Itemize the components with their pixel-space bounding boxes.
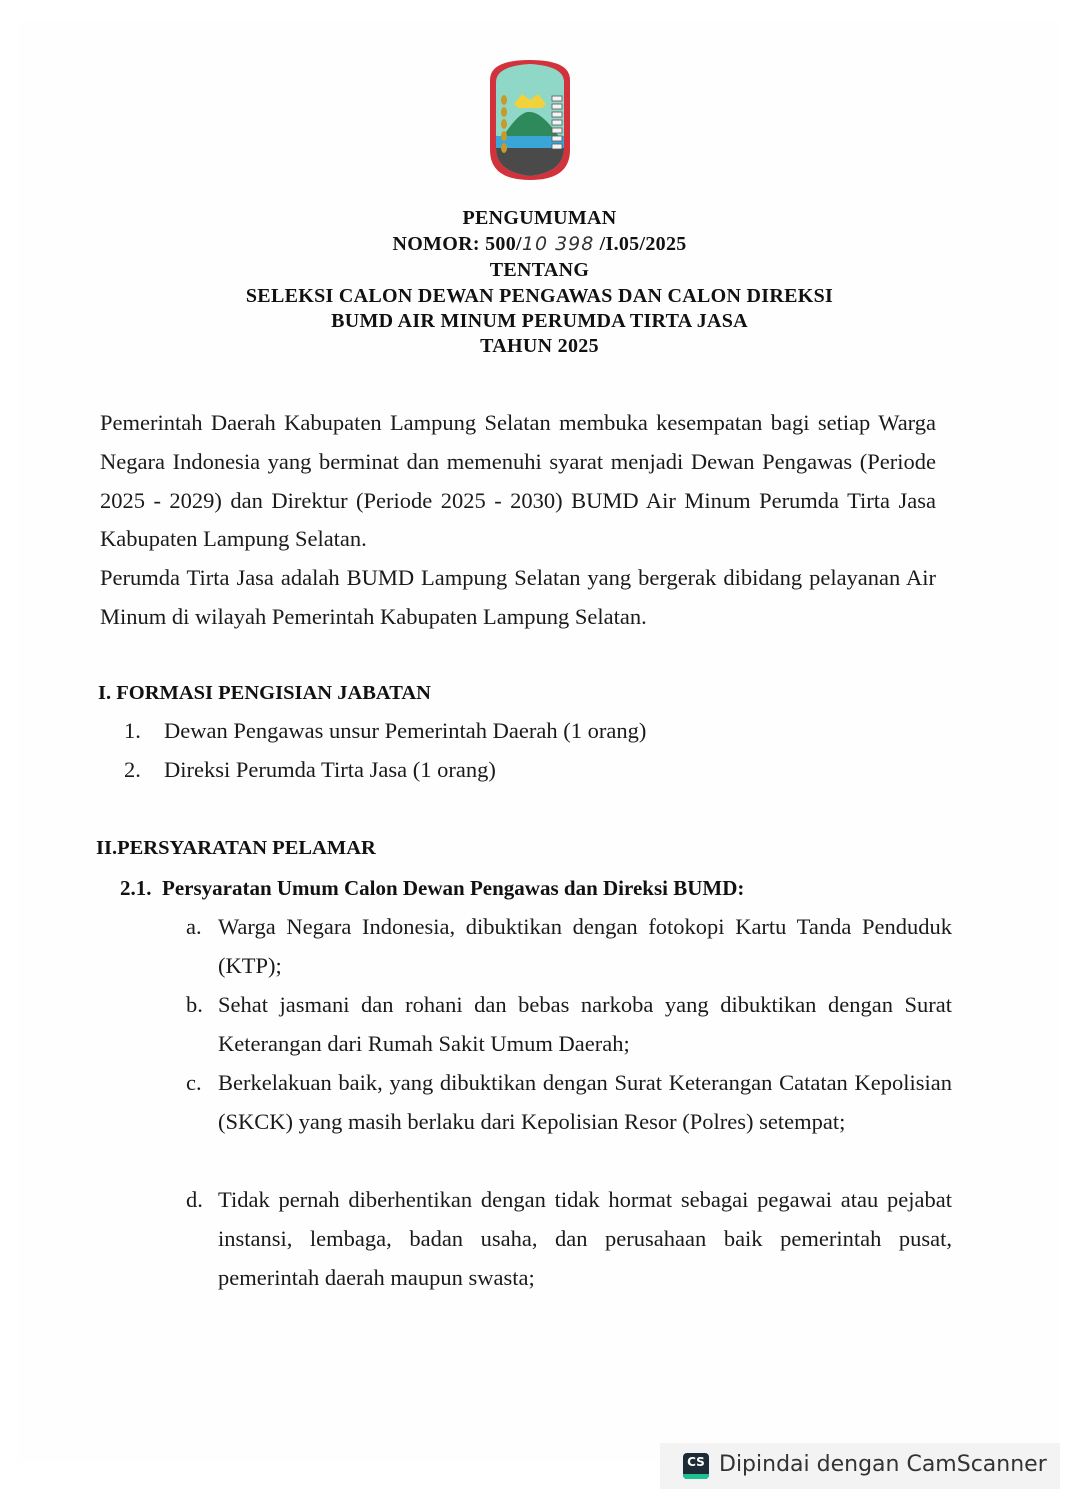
- camscanner-watermark: [660, 1443, 1060, 1489]
- list-item-text: Direksi Perumda Tirta Jasa (1 orang): [164, 757, 496, 782]
- year-line: TAHUN 2025: [480, 335, 599, 357]
- section-1-title: I. FORMASI PENGISIAN JABATAN: [98, 682, 431, 704]
- requirement-label: d.: [186, 1187, 203, 1212]
- announcement-number: [0, 233, 1079, 256]
- requirement-text: Tidak pernah diberhentikan dengan tidak hormat sebagai pegawai atau pejabat instansi, lembaga, badan usaha, dan perusahaan baik pemerintah pusat, pemerintah daerah maupun swasta;: [218, 1187, 952, 1290]
- camscanner-icon-text: CS: [687, 1455, 705, 1469]
- requirement-item-a: [186, 908, 952, 986]
- regency-coat-of-arms-icon: [486, 60, 574, 180]
- subsection-2-1: [120, 876, 744, 901]
- handwritten-number: 10 398: [521, 233, 595, 255]
- list-item-number: 2.: [124, 757, 141, 782]
- subsection-number: 2.1.: [120, 876, 152, 900]
- announcement-title: PENGUMUMAN: [462, 207, 617, 229]
- requirement-text: Warga Negara Indonesia, dibuktikan dengan fotokopi Kartu Tanda Penduduk (KTP);: [218, 914, 952, 978]
- intro-paragraph-1-text: Pemerintah Daerah Kabupaten Lampung Selatan membuka kesempatan bagi setiap Warga Negara Indonesia yang berminat dan memenuhi syarat menjadi Dewan Pengawas (Periode 2025 - 2029) dan Direktur (Periode 2025 - 2030) BUMD Air Minum Perumda Tirta Jasa Kabupaten Lampung Selatan.: [100, 410, 936, 552]
- requirement-label: c.: [186, 1070, 202, 1095]
- requirement-label: b.: [186, 992, 203, 1017]
- list-item-text: Dewan Pengawas unsur Pemerintah Daerah (1 orang): [164, 718, 647, 743]
- camscanner-text: Dipindai dengan CamScanner: [719, 1452, 1047, 1477]
- subject-line-2: BUMD AIR MINUM PERUMDA TIRTA JASA: [331, 310, 748, 332]
- intro-paragraph-2-text: Perumda Tirta Jasa adalah BUMD Lampung Selatan yang bergerak dibidang pelayanan Air Minum di wilayah Pemerintah Kabupaten Lampung Selatan.: [100, 565, 936, 629]
- intro-paragraph-2: [100, 559, 936, 637]
- requirement-item-b: [186, 986, 952, 1064]
- subsection-title: Persyaratan Umum Calon Dewan Pengawas dan Direksi BUMD:: [162, 876, 745, 900]
- requirement-item-c: [186, 1064, 952, 1142]
- requirement-label: a.: [186, 914, 202, 939]
- number-prefix: NOMOR: 500/: [392, 233, 522, 255]
- about-label: TENTANG: [489, 259, 590, 281]
- requirement-text: Berkelakuan baik, yang dibuktikan dengan Surat Keterangan Catatan Kepolisian (SKCK) yang masih berlaku dari Kepolisian Resor (Polres) setempat;: [218, 1070, 952, 1134]
- number-suffix: /I.05/2025: [594, 233, 687, 255]
- requirement-item-d: [186, 1181, 952, 1297]
- subject-line-1: SELEKSI CALON DEWAN PENGAWAS DAN CALON DIREKSI: [245, 285, 834, 307]
- intro-paragraph-1: [100, 404, 936, 559]
- list-item-number: 1.: [124, 718, 141, 743]
- camscanner-logo-icon: [683, 1453, 709, 1479]
- requirement-text: Sehat jasmani dan rohani dan bebas narkoba yang dibuktikan dengan Surat Keterangan dari Rumah Sakit Umum Daerah;: [218, 992, 952, 1056]
- section-2-title: II.PERSYARATAN PELAMAR: [96, 837, 376, 859]
